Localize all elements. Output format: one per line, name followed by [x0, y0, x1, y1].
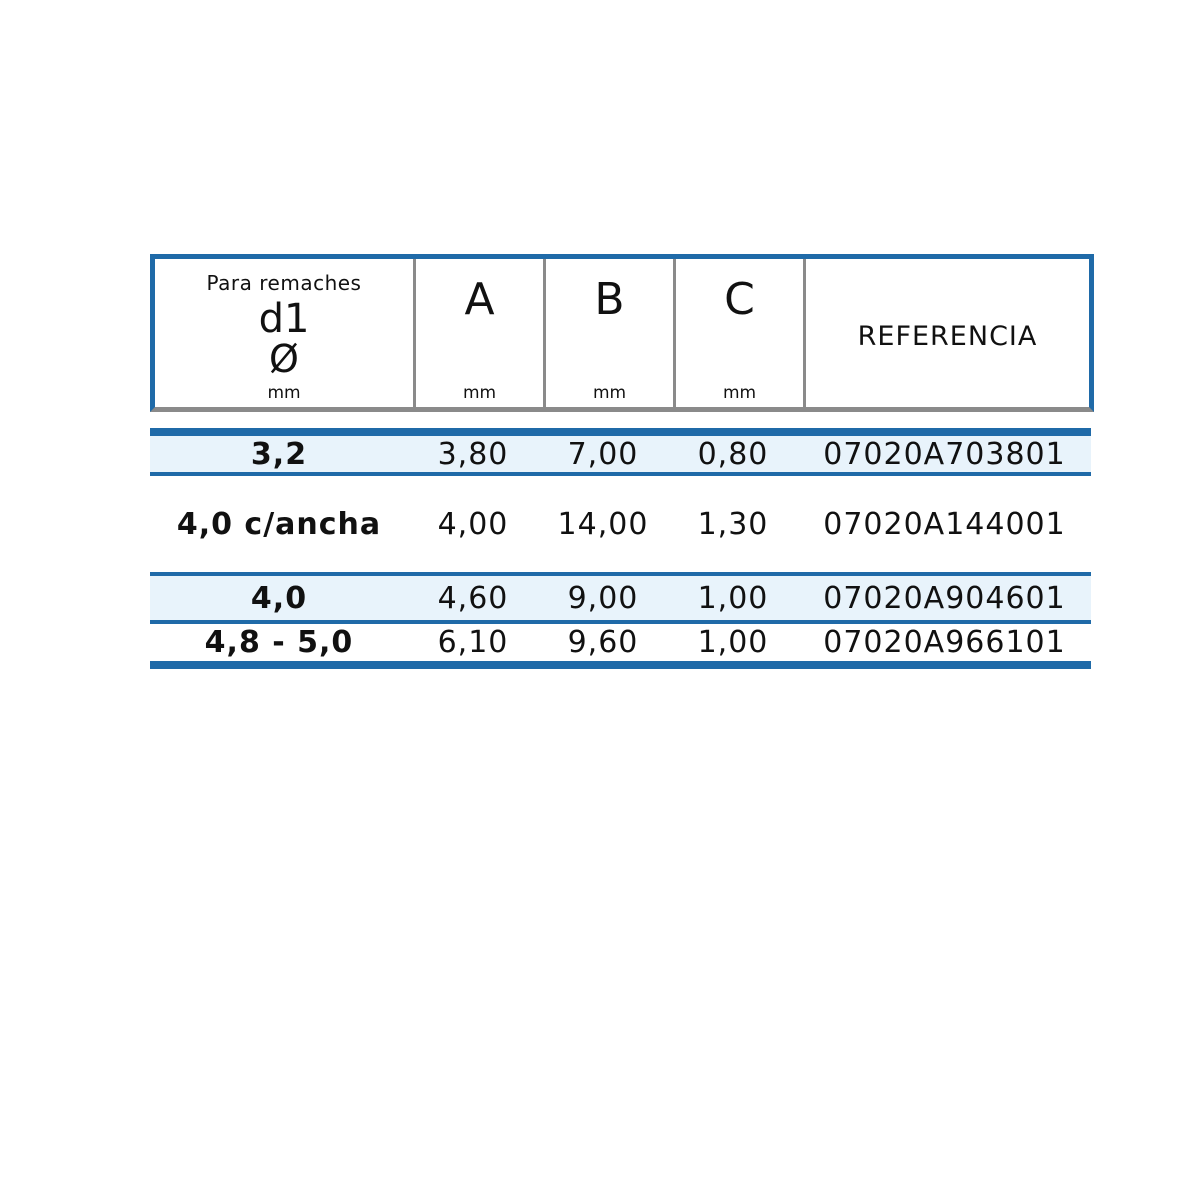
table-row	[150, 436, 1091, 472]
row-divider	[150, 428, 1091, 436]
col-c-label: C	[724, 274, 755, 325]
cell-ref: 07020A966101	[823, 625, 1066, 660]
cell-a: 4,60	[437, 580, 509, 616]
diameter-icon: Ø	[269, 337, 299, 381]
para-remaches-label: Para remaches	[206, 271, 362, 295]
col-a-label: A	[464, 274, 495, 325]
header-c-cell	[673, 259, 803, 407]
table-body	[150, 428, 1091, 669]
cell-d1: 4,0 c/ancha	[176, 506, 382, 542]
d1-label: d1	[258, 296, 310, 342]
header-d1-cell	[155, 259, 413, 407]
col-b-label: B	[594, 274, 625, 325]
b-unit: mm	[592, 383, 627, 403]
cell-b: 7,00	[567, 436, 639, 472]
d1-unit: mm	[267, 383, 301, 403]
cell-ref: 07020A144001	[823, 506, 1066, 542]
cell-ref: 07020A703801	[823, 436, 1066, 472]
table-row	[150, 576, 1091, 620]
header-b-cell	[543, 259, 673, 407]
cell-d1: 4,8 - 5,0	[204, 625, 354, 660]
cell-c: 1,30	[697, 506, 769, 542]
table-row	[150, 624, 1091, 661]
cell-c: 1,00	[697, 625, 769, 660]
table-header	[150, 254, 1094, 412]
referencia-label: REFERENCIA	[857, 321, 1038, 352]
cell-b: 14,00	[557, 506, 649, 542]
cell-a: 4,00	[437, 506, 509, 542]
cell-c: 1,00	[697, 580, 769, 616]
table-row	[150, 476, 1091, 572]
cell-d1: 3,2	[250, 436, 308, 472]
cell-a: 3,80	[437, 436, 509, 472]
cell-ref: 07020A904601	[823, 580, 1066, 616]
header-ref-cell	[803, 259, 1089, 407]
cell-c: 0,80	[697, 436, 769, 472]
cell-a: 6,10	[437, 625, 509, 660]
header-a-cell	[413, 259, 543, 407]
cell-b: 9,60	[567, 625, 639, 660]
row-divider	[150, 661, 1091, 669]
a-unit: mm	[462, 383, 497, 403]
cell-b: 9,00	[567, 580, 639, 616]
c-unit: mm	[722, 383, 757, 403]
cell-d1: 4,0	[250, 580, 308, 616]
